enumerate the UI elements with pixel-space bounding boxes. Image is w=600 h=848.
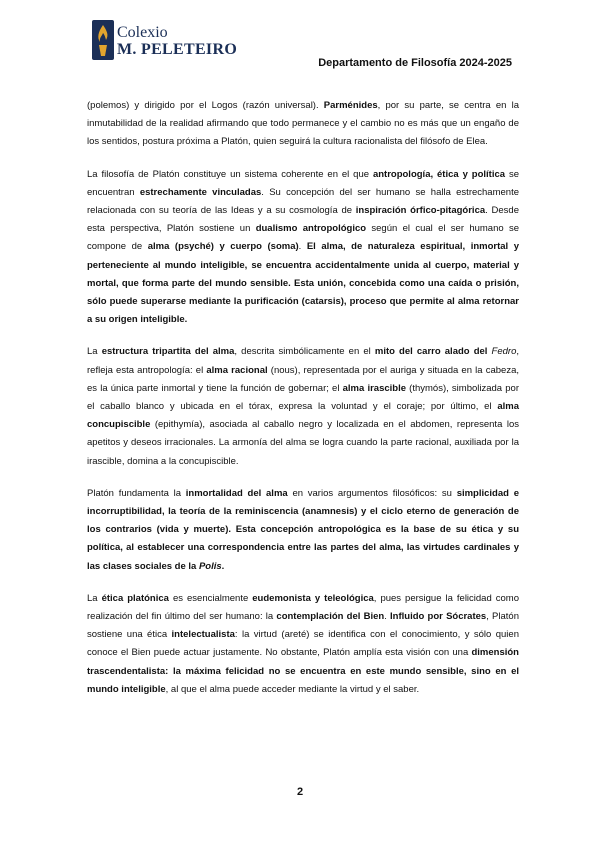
text-run: alma (psyché) y cuerpo (soma) <box>147 241 299 253</box>
text-run: La filosofía de Platón constituye un sistema coherente en el que <box>87 168 373 180</box>
text-run: alma concupiscible <box>87 401 519 431</box>
text-run: , pues persigue la felicidad como realización del fin último del ser humano: la <box>87 592 519 623</box>
text-run: (nous), representada por el auriga y situada en la cabeza, es la única parte inmortal y tiene la función de gobernar; el <box>87 364 519 394</box>
text-run: mito del carro alado del <box>374 346 492 358</box>
text-run: antropología, ética y política <box>372 168 506 180</box>
text-run: . <box>221 560 225 572</box>
school-name-line2: M. PELETEIRO <box>117 41 238 58</box>
school-name <box>117 24 237 58</box>
text-run: . Su concepción del ser humano se halla estrechamente relacionada con su teoría de las Ideas y a su cosmología de <box>87 186 519 217</box>
paragraph <box>87 343 519 470</box>
text-run: . Desde esta perspectiva, Platón sostiene un <box>87 205 519 235</box>
paragraph <box>87 97 519 152</box>
text-run: . <box>298 241 307 253</box>
text-run: El alma, de naturaleza espiritual, inmortal y perteneciente al mundo inteligible, se encuentra accidentalmente unida al cuerpo, material y mortal, que forma parte del mundo sensible. Esta unión, concebida como una caída o prisión, sólo puede superarse mediante la purificación (catarsis), proceso que permite al alma retornar a su origen inteligible. <box>87 241 519 326</box>
text-run: simplicidad e incorruptibilidad, la teoría de la reminiscencia (anamnesis) y el ciclo eterno de generación de los contrarios (vida y muerte). Esta concepción antropológica es la base de su ética y su política, al establecer una correspondencia entre las partes del alma, las virtudes cardinales y las clases sociales de la <box>87 487 519 572</box>
paragraph <box>87 166 519 330</box>
text-run: . <box>384 611 391 623</box>
text-run: dimensión trascendentalista: la máxima felicidad no se encuentra en este mundo sensible, sino en el mundo inteligible <box>87 647 519 695</box>
text-run: alma irascible <box>342 382 406 394</box>
text-run: Fedro <box>491 346 517 358</box>
text-run: dualismo antropológico <box>255 223 367 235</box>
text-run: intelectualista <box>171 629 235 641</box>
text-run: , descrita simbólicamente en el <box>234 346 375 358</box>
text-run: es esencialmente <box>168 592 253 604</box>
text-run: Influido por Sócrates <box>390 611 487 623</box>
text-run: La <box>87 592 102 604</box>
text-run: eudemonista y teleológica <box>252 592 374 604</box>
text-run: estrechamente vinculadas <box>139 186 262 198</box>
paragraph <box>87 485 519 576</box>
paragraph <box>87 590 519 699</box>
page-number: 2 <box>296 786 304 798</box>
text-run: , refleja esta antropología: el <box>87 346 520 376</box>
text-run: en varios argumentos filosóficos: su <box>287 487 457 499</box>
text-run: inspiración órfico-pitagórica <box>355 205 486 217</box>
text-run: Platón fundamenta la <box>87 487 186 499</box>
text-run: , Platón sostiene una ética <box>87 611 519 641</box>
text-run: (thymós), simbolizada por el caballo blanco y ubicada en el tórax, expresa la voluntad y el coraje; por último, el <box>87 382 519 413</box>
text-run: Polis <box>198 560 222 572</box>
text-run: : la virtud (areté) se identifica con el conocimiento, y sólo quien conoce el Bien puede actuar justamente. No obstante, Platón amplía esta visión con una <box>87 629 519 659</box>
page-header <box>0 0 600 80</box>
torch-flame-icon <box>92 20 114 60</box>
document-body <box>87 97 519 713</box>
text-run: ética platónica <box>101 592 169 604</box>
text-run: (polemos) y dirigido por el Logos (razón universal). <box>87 100 324 111</box>
text-run: estructura tripartita del alma <box>101 346 235 358</box>
text-run: se encuentran <box>87 168 519 198</box>
school-name-line1: Colexio <box>117 24 168 41</box>
text-run: contemplación del Bien <box>276 611 385 623</box>
text-run: (epithymía), asociada al caballo negro y localizada en el abdomen, representa los apetitos y deseos irracionales. La armonía del alma se logra cuando la parte racional, auxiliada por la irascible, domina a la concupiscible. <box>87 419 519 467</box>
text-run: , al que el alma puede acceder mediante la virtud y el saber. <box>165 683 420 695</box>
department-label: Departamento de Filosofía 2024-2025 <box>318 57 512 69</box>
text-run: La <box>87 346 102 358</box>
text-run: inmortalidad del alma <box>185 487 288 499</box>
text-run: alma racional <box>206 364 268 376</box>
text-run: según el cual el ser humano se compone de <box>87 223 520 253</box>
text-run: Parménides <box>323 100 378 111</box>
text-run: , por su parte, se centra en la inmutabilidad de la realidad afirmando que todo permanece y el cambio no es más que un engaño de los sentidos, postura próxima a Platón, quien seguirá la cultura racionalista del filósofo de Elea. <box>87 100 519 148</box>
